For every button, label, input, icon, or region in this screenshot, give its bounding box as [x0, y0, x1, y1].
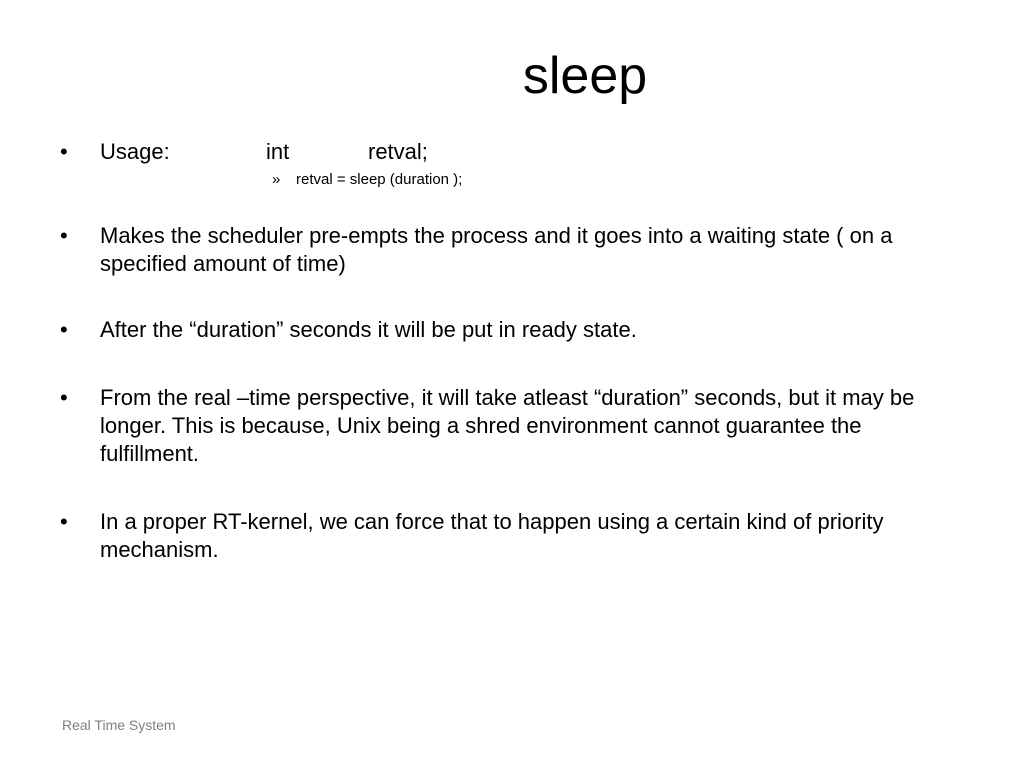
bullet-text: Makes the scheduler pre-empts the process and it goes into a waiting state ( on a specified amount of time) [100, 223, 893, 276]
slide-title: sleep [522, 47, 648, 105]
usage-variable: retval; [368, 139, 428, 164]
bullet-marker: • [60, 317, 68, 342]
bullet-after-duration [60, 316, 960, 344]
bullet-marker: • [60, 223, 68, 248]
bullet-text: After the “duration” seconds it will be put in ready state. [100, 317, 637, 342]
bullet-rt-kernel [60, 508, 960, 564]
footer-text: Real Time System [62, 717, 176, 733]
bullet-scheduler [60, 222, 960, 278]
usage-label: Usage: [100, 139, 170, 164]
sub-bullet-marker: » [272, 171, 281, 188]
usage-type: int [266, 139, 290, 164]
usage-code: retval = sleep (duration ); [296, 171, 463, 188]
bullet-marker: • [60, 385, 68, 410]
bullet-list [60, 138, 960, 564]
bullet-marker: • [60, 509, 68, 534]
bullet-marker: • [60, 139, 68, 164]
usage-sub-item [272, 166, 960, 194]
bullet-realtime-perspective [60, 384, 960, 468]
bullet-usage [60, 138, 960, 194]
usage-line [100, 138, 960, 166]
bullet-text: In a proper RT-kernel, we can force that to happen using a certain kind of priority mechanism. [100, 509, 884, 562]
bullet-text: From the real –time perspective, it will take atleast “duration” seconds, but it may be longer. This is because, Unix being a shred environment cannot guarantee the fulfillment. [100, 385, 915, 466]
